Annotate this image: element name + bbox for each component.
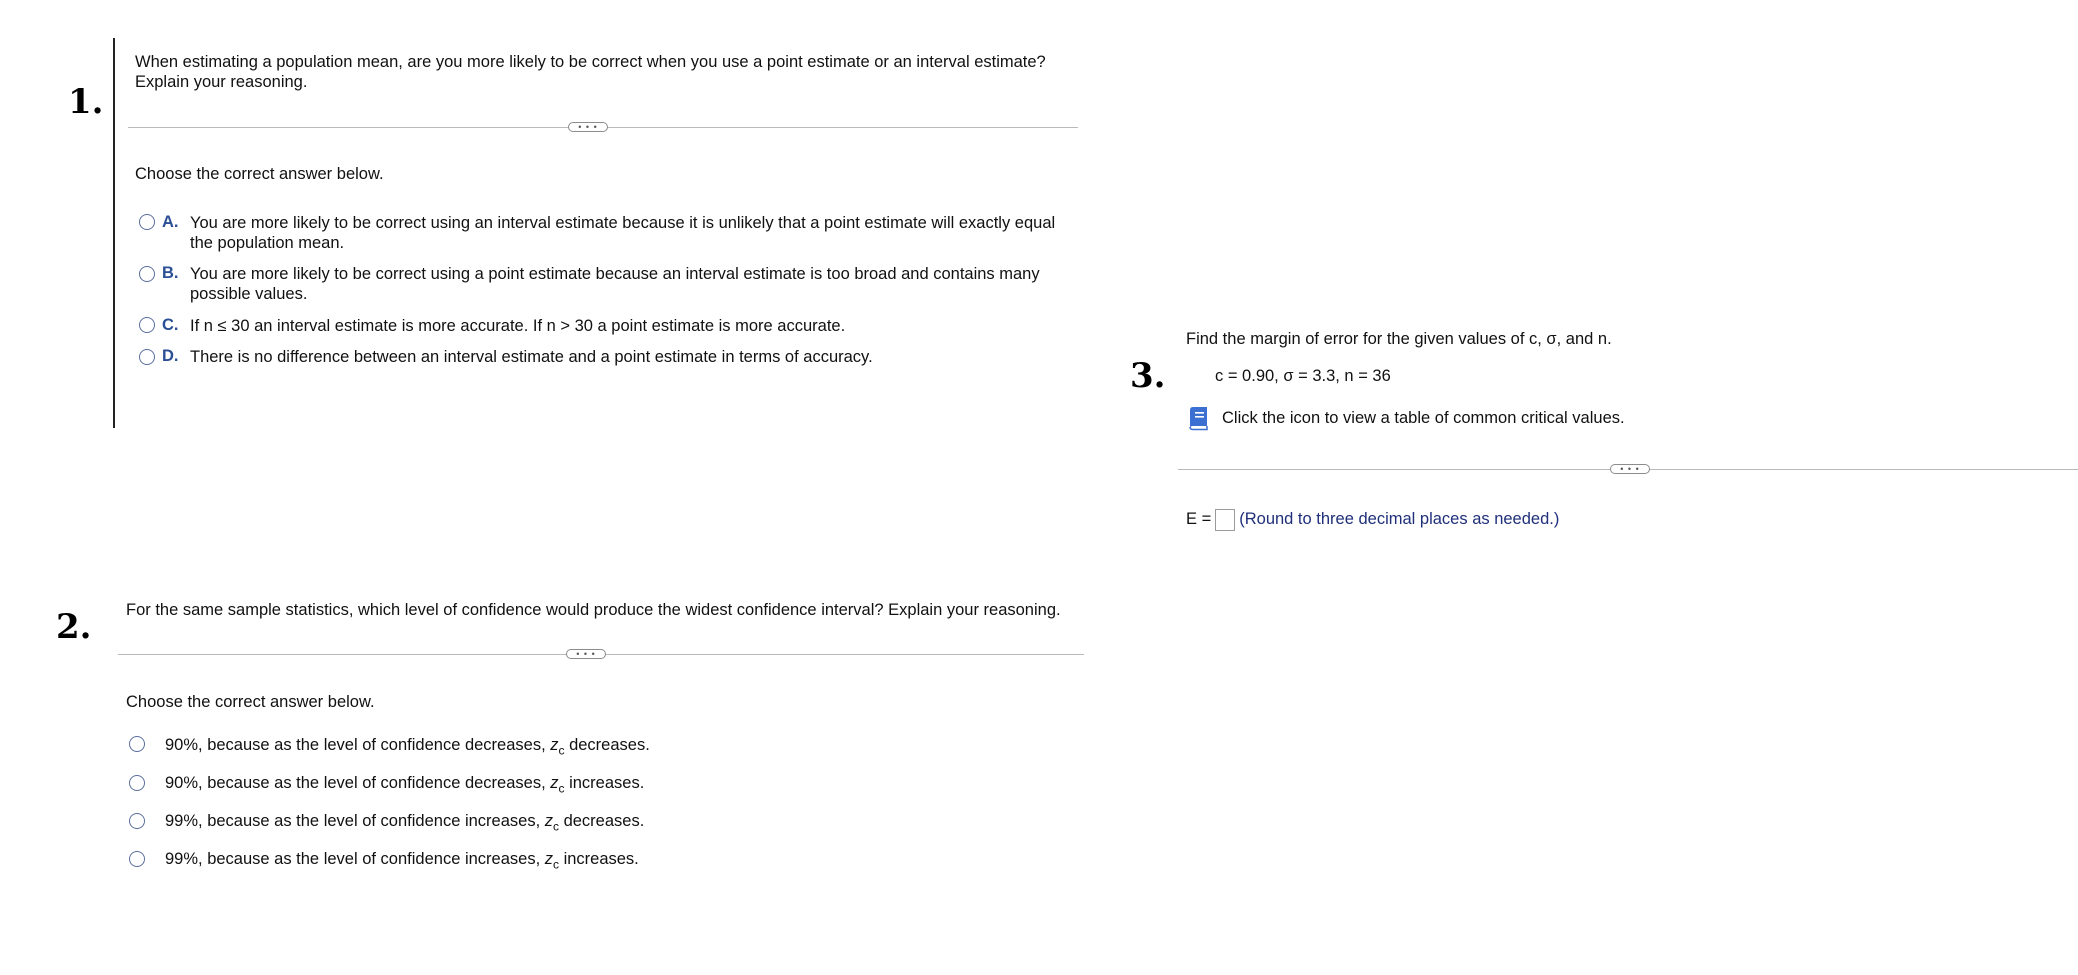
option-c-letter: C. bbox=[162, 316, 179, 334]
option-2-z-sub: c bbox=[558, 781, 565, 796]
option-b-line-1: You are more likely to be correct using a point estimate because an interval estimate is too broad and contains many bbox=[190, 265, 1040, 283]
answer-input[interactable] bbox=[1215, 509, 1235, 531]
question-1-line-1: When estimating a population mean, are you more likely to be correct when you use a point estimate or an interval estimate? bbox=[135, 53, 1046, 71]
option-3-text-post: decreases. bbox=[558, 812, 645, 830]
question-3-text: Find the margin of error for the given values of c, σ, and n. bbox=[1186, 330, 1612, 348]
question-1-text bbox=[135, 52, 1095, 92]
question-3-expand-button[interactable]: • • • bbox=[1610, 464, 1650, 474]
option-d-radio[interactable] bbox=[139, 349, 155, 365]
option-3-radio[interactable] bbox=[129, 813, 145, 829]
critical-values-table-icon[interactable] bbox=[1186, 405, 1210, 431]
option-1-z-sub: c bbox=[558, 743, 565, 758]
option-3-text-pre: 99%, because as the level of confidence increases, bbox=[165, 812, 545, 830]
question-2-prompt: Choose the correct answer below. bbox=[126, 693, 375, 711]
option-b-text bbox=[190, 264, 1070, 304]
option-d-text: There is no difference between an interval estimate and a point estimate in terms of accuracy. bbox=[190, 348, 873, 366]
book-icon[interactable] bbox=[1186, 405, 1210, 431]
option-3-text bbox=[165, 811, 644, 836]
option-c-radio[interactable] bbox=[139, 317, 155, 333]
option-1-text-pre: 90%, because as the level of confidence decreases, bbox=[165, 736, 551, 754]
option-b-letter: B. bbox=[162, 264, 179, 282]
option-a-line-2: the population mean. bbox=[190, 234, 345, 252]
question-3-values: c = 0.90, σ = 3.3, n = 36 bbox=[1215, 367, 1391, 385]
option-1-z: z bbox=[550, 736, 559, 754]
answer-label: E = bbox=[1186, 510, 1212, 528]
option-2-radio[interactable] bbox=[129, 775, 145, 791]
question-1-number: 1. bbox=[68, 82, 104, 122]
answer-row bbox=[1186, 507, 1559, 531]
option-a-line-1: You are more likely to be correct using an interval estimate because it is unlikely that a point estimate will exactly equal bbox=[190, 214, 1056, 232]
option-b-radio[interactable] bbox=[139, 266, 155, 282]
option-2-text-post: increases. bbox=[564, 774, 645, 792]
question-2-text: For the same sample statistics, which level of confidence would produce the widest confidence interval? Explain your reasoning. bbox=[126, 601, 1061, 619]
question-2-expand-button[interactable]: • • • bbox=[566, 649, 606, 659]
option-3-z-sub: c bbox=[552, 819, 559, 834]
option-2-text bbox=[165, 773, 644, 798]
option-4-text bbox=[165, 849, 639, 874]
option-4-text-pre: 99%, because as the level of confidence increases, bbox=[165, 850, 545, 868]
critical-values-link[interactable]: Click the icon to view a table of common critical values. bbox=[1222, 409, 1625, 427]
option-1-radio[interactable] bbox=[129, 736, 145, 752]
question-1-prompt: Choose the correct answer below. bbox=[135, 165, 384, 183]
option-4-z-sub: c bbox=[552, 857, 559, 872]
question-1-left-bar bbox=[113, 38, 115, 428]
option-d-letter: D. bbox=[162, 347, 179, 365]
option-a-text bbox=[190, 213, 1070, 253]
option-1-text-post: decreases. bbox=[564, 736, 650, 754]
option-3-z: z bbox=[544, 812, 553, 830]
question-1-expand-button[interactable]: • • • bbox=[568, 122, 608, 132]
option-2-text-pre: 90%, because as the level of confidence decreases, bbox=[165, 774, 551, 792]
question-1-line-2: Explain your reasoning. bbox=[135, 73, 308, 91]
option-4-radio[interactable] bbox=[129, 851, 145, 867]
answer-hint: (Round to three decimal places as needed.) bbox=[1239, 510, 1560, 528]
question-3-number: 3. bbox=[1130, 356, 1166, 396]
option-2-z: z bbox=[550, 774, 559, 792]
option-a-letter: A. bbox=[162, 213, 179, 231]
option-c-text: If n ≤ 30 an interval estimate is more accurate. If n > 30 a point estimate is more accurate. bbox=[190, 317, 846, 335]
option-1-text bbox=[165, 735, 650, 760]
option-4-z: z bbox=[544, 850, 553, 868]
option-a-radio[interactable] bbox=[139, 214, 155, 230]
option-b-line-2: possible values. bbox=[190, 285, 308, 303]
question-2-number: 2. bbox=[56, 607, 92, 647]
option-4-text-post: increases. bbox=[558, 850, 639, 868]
